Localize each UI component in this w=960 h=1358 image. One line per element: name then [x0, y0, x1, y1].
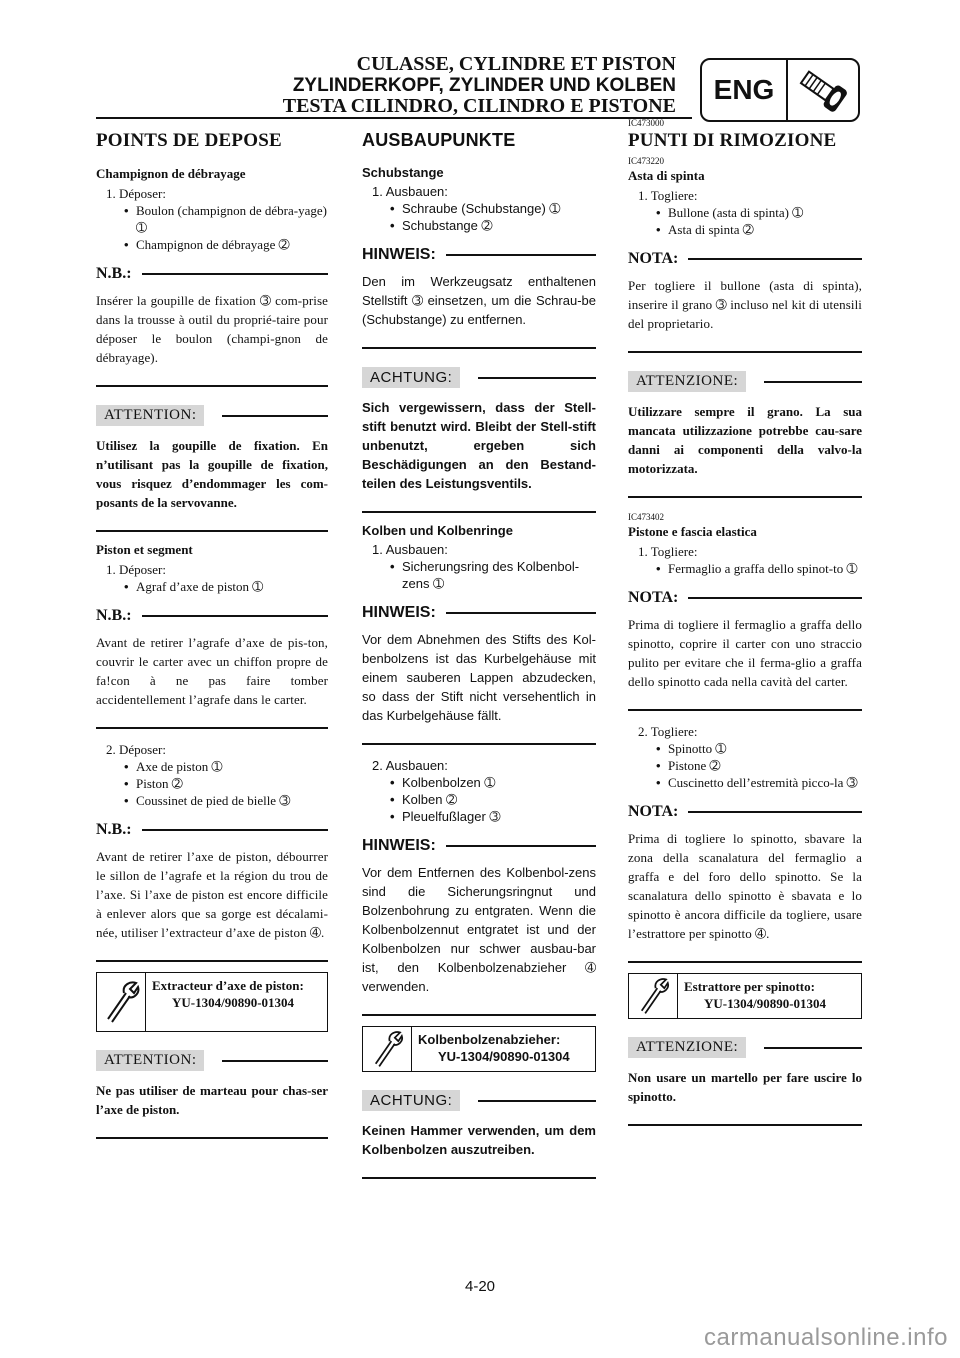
fr-s2-bullet: • Agraf d’axe de piston ➀ [96, 578, 328, 595]
fr-att2-label: ATTENTION: [96, 1050, 204, 1071]
fr-nb3-header [96, 821, 328, 839]
fr-tool-pn: YU-1304/90890-01304 [172, 995, 295, 1010]
divider [96, 727, 328, 729]
divider [362, 1177, 596, 1179]
fr-att2-header [96, 1050, 328, 1071]
fr-s3-bullet: • Piston ➁ [96, 775, 328, 792]
it-att2-label: ATTENZIONE: [628, 1037, 746, 1058]
it-s3-bullet: • Spinotto ➀ [628, 740, 862, 757]
watermark: carmanualsonline.info [704, 1324, 948, 1351]
it-tool-name: Estrattore per spinotto: [684, 979, 815, 994]
it-att1-header [628, 371, 862, 392]
fr-att1-label: ATTENTION: [96, 405, 204, 426]
it-s3-step: 2. Togliere: [638, 724, 698, 739]
fr-s2-step: 1. Déposer: [106, 562, 166, 577]
fr-s1-bullet: • Boulon (champignon de débra-yage) ➀ [96, 202, 328, 236]
divider [628, 351, 862, 353]
eng-badge [700, 58, 860, 122]
de-s2-bullet: • Sicherungsring des Kolbenbol-zens ➀ [362, 558, 596, 592]
de-s1-step: 1. Ausbauen: [372, 184, 448, 199]
page-number: 4-20 [464, 1278, 496, 1295]
divider [362, 1014, 596, 1016]
divider [628, 961, 862, 963]
divider [628, 709, 862, 711]
it-nb1-text: Per togliere il bullone (asta di spinta), inserire il grano ➂ incluso nel kit di utensili del proprietario. [628, 278, 862, 331]
de-att1-header [362, 367, 596, 388]
divider [362, 347, 596, 349]
de-s3-bullet: • Kolben ➁ [362, 791, 596, 808]
de-nb3-header [362, 837, 596, 855]
column-french [96, 128, 328, 1149]
it-code0: IC473000 [628, 118, 664, 128]
fr-nb2-label: N.B.: [96, 607, 132, 624]
de-att1-label: ACHTUNG: [362, 367, 460, 388]
de-nb2-header [362, 604, 596, 622]
it-att2-header [628, 1037, 862, 1058]
de-att2-header [362, 1090, 596, 1111]
it-nb3-text: Prima di togliere lo spinotto, sbavare la zona della scanalatura del fermaglio a graffa e del foro dello spinotto. Se la scanalatura dello spinotto è sbavata e lo spinotto è ancora difficile da togliere, usare l’estrattore per spinotto ➃. [628, 831, 862, 941]
de-s2-title: Kolben und Kolbenringe [362, 523, 513, 538]
fr-att1-header [96, 405, 328, 426]
divider [96, 530, 328, 532]
de-tool-pn: YU-1304/90890-01304 [438, 1049, 570, 1064]
it-att2-text: Non usare un martello per fare uscire lo spinotto. [628, 1070, 862, 1104]
divider [628, 496, 862, 498]
it-tool-text [678, 974, 832, 1018]
de-att2-text: Keinen Hammer verwenden, um dem Kolbenbolzen auszutreiben. [362, 1123, 596, 1157]
it-nb3-label: NOTA: [628, 803, 679, 820]
de-s1-title: Schubstange [362, 165, 444, 180]
column-italian [628, 118, 862, 1136]
fr-s2-title: Piston et segment [96, 542, 193, 557]
fr-nb3-text: Avant de retirer l’axe de piston, débourrer le sillon de l’agrafe et la région du trou de l’axe. Si l’axe de piston est encore difficile à enlever alors que sa gorge est décalami-née, utiliser l’extracteur d’axe de piston ➃. [96, 849, 328, 940]
header-de: ZYLINDERKOPF, ZYLINDER UND KOLBEN [292, 75, 676, 96]
fr-s1-bullet: • Champignon de débrayage ➁ [96, 236, 328, 253]
wrench-icon [363, 1027, 412, 1071]
fr-nb1-label: N.B.: [96, 265, 132, 282]
it-s1-bullet: • Bullone (asta di spinta) ➀ [628, 204, 862, 221]
fr-s3-bullet: • Coussinet de pied de bielle ➂ [96, 792, 328, 809]
fr-tool-box [96, 972, 328, 1032]
header-it: TESTA CILINDRO, CILINDRO E PISTONE [282, 95, 676, 117]
it-tool-pn: YU-1304/90890-01304 [704, 996, 827, 1011]
header-rule [96, 117, 692, 119]
it-att1-text: Utilizzare sempre il grano. La sua mancata utilizzazione potrebbe cau-sare danni ai componenti della valvo-la motorizzata. [628, 404, 862, 476]
fr-s3-bullet: • Axe de piston ➀ [96, 758, 328, 775]
de-tool-text [412, 1027, 576, 1071]
fr-nb3-label: N.B.: [96, 821, 132, 838]
divider [362, 743, 596, 745]
de-nb2-label: HINWEIS: [362, 604, 436, 621]
it-nb2-label: NOTA: [628, 589, 679, 606]
de-tool-box [362, 1026, 596, 1072]
de-s3-step: 2. Ausbauen: [372, 758, 448, 773]
it-nb2-header [628, 589, 862, 607]
it-s3-bullet: • Pistone ➁ [628, 757, 862, 774]
de-nb1-header [362, 246, 596, 264]
fr-nb2-text: Avant de retirer l’agrafe d’axe de pis-ton, couvrir le carter avec un chiffon propre de fa!con à ne pas faire tomber accidentellement l’agrafe dans le carter. [96, 635, 328, 707]
it-s1-bullet: • Asta di spinta ➁ [628, 221, 862, 238]
de-nb3-label: HINWEIS: [362, 837, 436, 854]
fr-s1-step: 1. Déposer: [106, 186, 166, 201]
section-header [283, 54, 676, 117]
it-s3-bullet: • Cuscinetto dell’estremità picco-la ➂ [628, 774, 862, 791]
fr-tool-name: Extracteur d’axe de piston: [152, 978, 304, 993]
it-code1: IC473220 [628, 156, 664, 166]
divider [96, 960, 328, 962]
engine-bolt-icon [788, 60, 858, 120]
header-fr: CULASSE, CYLINDRE ET PISTON [356, 53, 676, 75]
de-s2-step: 1. Ausbauen: [372, 542, 448, 557]
de-title: AUSBAUPUNKTE [362, 130, 516, 150]
divider [362, 511, 596, 513]
fr-tool-text [146, 973, 310, 1031]
fr-nb1-header [96, 265, 328, 283]
column-german [362, 128, 596, 1189]
de-nb1-text: Den im Werkzeugsatz enthaltenen Stellstift ➂ einsetzen, um die Schrau-be (Schubstange) zu entfernen. [362, 274, 596, 327]
de-s3-bullet: • Kolbenbolzen ➀ [362, 774, 596, 791]
de-att2-label: ACHTUNG: [362, 1090, 460, 1111]
fr-title: POINTS DE DEPOSE [96, 130, 282, 151]
fr-nb1-text: Insérer la goupille de fixation ➂ com-prise dans la trousse à outil du proprié-taire pour déposer le boulon (champi-gnon de débrayage). [96, 293, 328, 365]
fr-nb2-header [96, 607, 328, 625]
fr-s3-step: 2. Déposer: [106, 742, 166, 757]
wrench-icon [629, 974, 678, 1018]
de-s3-bullet: • Pleuelfußlager ➂ [362, 808, 596, 825]
it-s2-bullet: • Fermaglio a graffa dello spinot-to ➀ [628, 560, 862, 577]
divider [96, 1137, 328, 1139]
wrench-icon [97, 973, 146, 1031]
de-tool-name: Kolbenbolzenabzieher: [418, 1032, 561, 1047]
divider [628, 1124, 862, 1126]
de-att1-text: Sich vergewissern, dass der Stell-stift benutzt wird. Bleibt der Stell-stift unbenutzt, ergeben sich Beschädigungen an den Bestand-teilen des Leistungsventils. [362, 400, 596, 491]
divider [96, 385, 328, 387]
it-tool-box [628, 973, 862, 1019]
it-s1-step: 1. Togliere: [638, 188, 698, 203]
fr-s1-title: Champignon de débrayage [96, 166, 246, 181]
it-nb1-header [628, 250, 862, 268]
de-nb2-text: Vor dem Abnehmen des Stifts des Kol-benbolzens ist das Kurbelgehäuse mit einem sauberen Lappen abzudecken, so dass der Stift nicht versehentlich in das Kurbelgehäuse fällt. [362, 632, 596, 723]
eng-label: ENG [702, 60, 788, 120]
de-s1-bullet: • Schubstange ➁ [362, 217, 596, 234]
it-s2-title: Pistone e fascia elastica [628, 524, 757, 539]
it-nb2-text: Prima di togliere il fermaglio a graffa dello spinotto, coprire il carter con uno straccio pulito per evitare che il ferma-glio a graffa dello spinotto cada nella cavità del carter. [628, 617, 862, 689]
de-nb1-label: HINWEIS: [362, 246, 436, 263]
de-nb3-text: Vor dem Entfernen des Kolbenbol-zens sind die Sicherungsringnut und Bolzenbohrung zu entgraten. Wenn die Kolbenbolzennut entgratet ist und der Kolbenbolzen nur schwer ausbau-bar ist, den Kolbenbolzenabzieher ➃ verwenden. [362, 865, 596, 994]
it-s1-title: Asta di spinta [628, 168, 705, 183]
it-att1-label: ATTENZIONE: [628, 371, 746, 392]
it-s2-step: 1. Togliere: [638, 544, 698, 559]
fr-att1-text: Utilisez la goupille de fixation. En n’utilisant pas la goupille de fixation, vous risquez d’endommager les com-posants de la servovanne. [96, 438, 328, 510]
it-code2: IC473402 [628, 512, 664, 522]
it-nb3-header [628, 803, 862, 821]
fr-att2-text: Ne pas utiliser de marteau pour chas-ser l’axe de piston. [96, 1083, 328, 1117]
de-s1-bullet: • Schraube (Schubstange) ➀ [362, 200, 596, 217]
it-nb1-label: NOTA: [628, 250, 679, 267]
it-title: PUNTI DI RIMOZIONE [628, 130, 837, 151]
